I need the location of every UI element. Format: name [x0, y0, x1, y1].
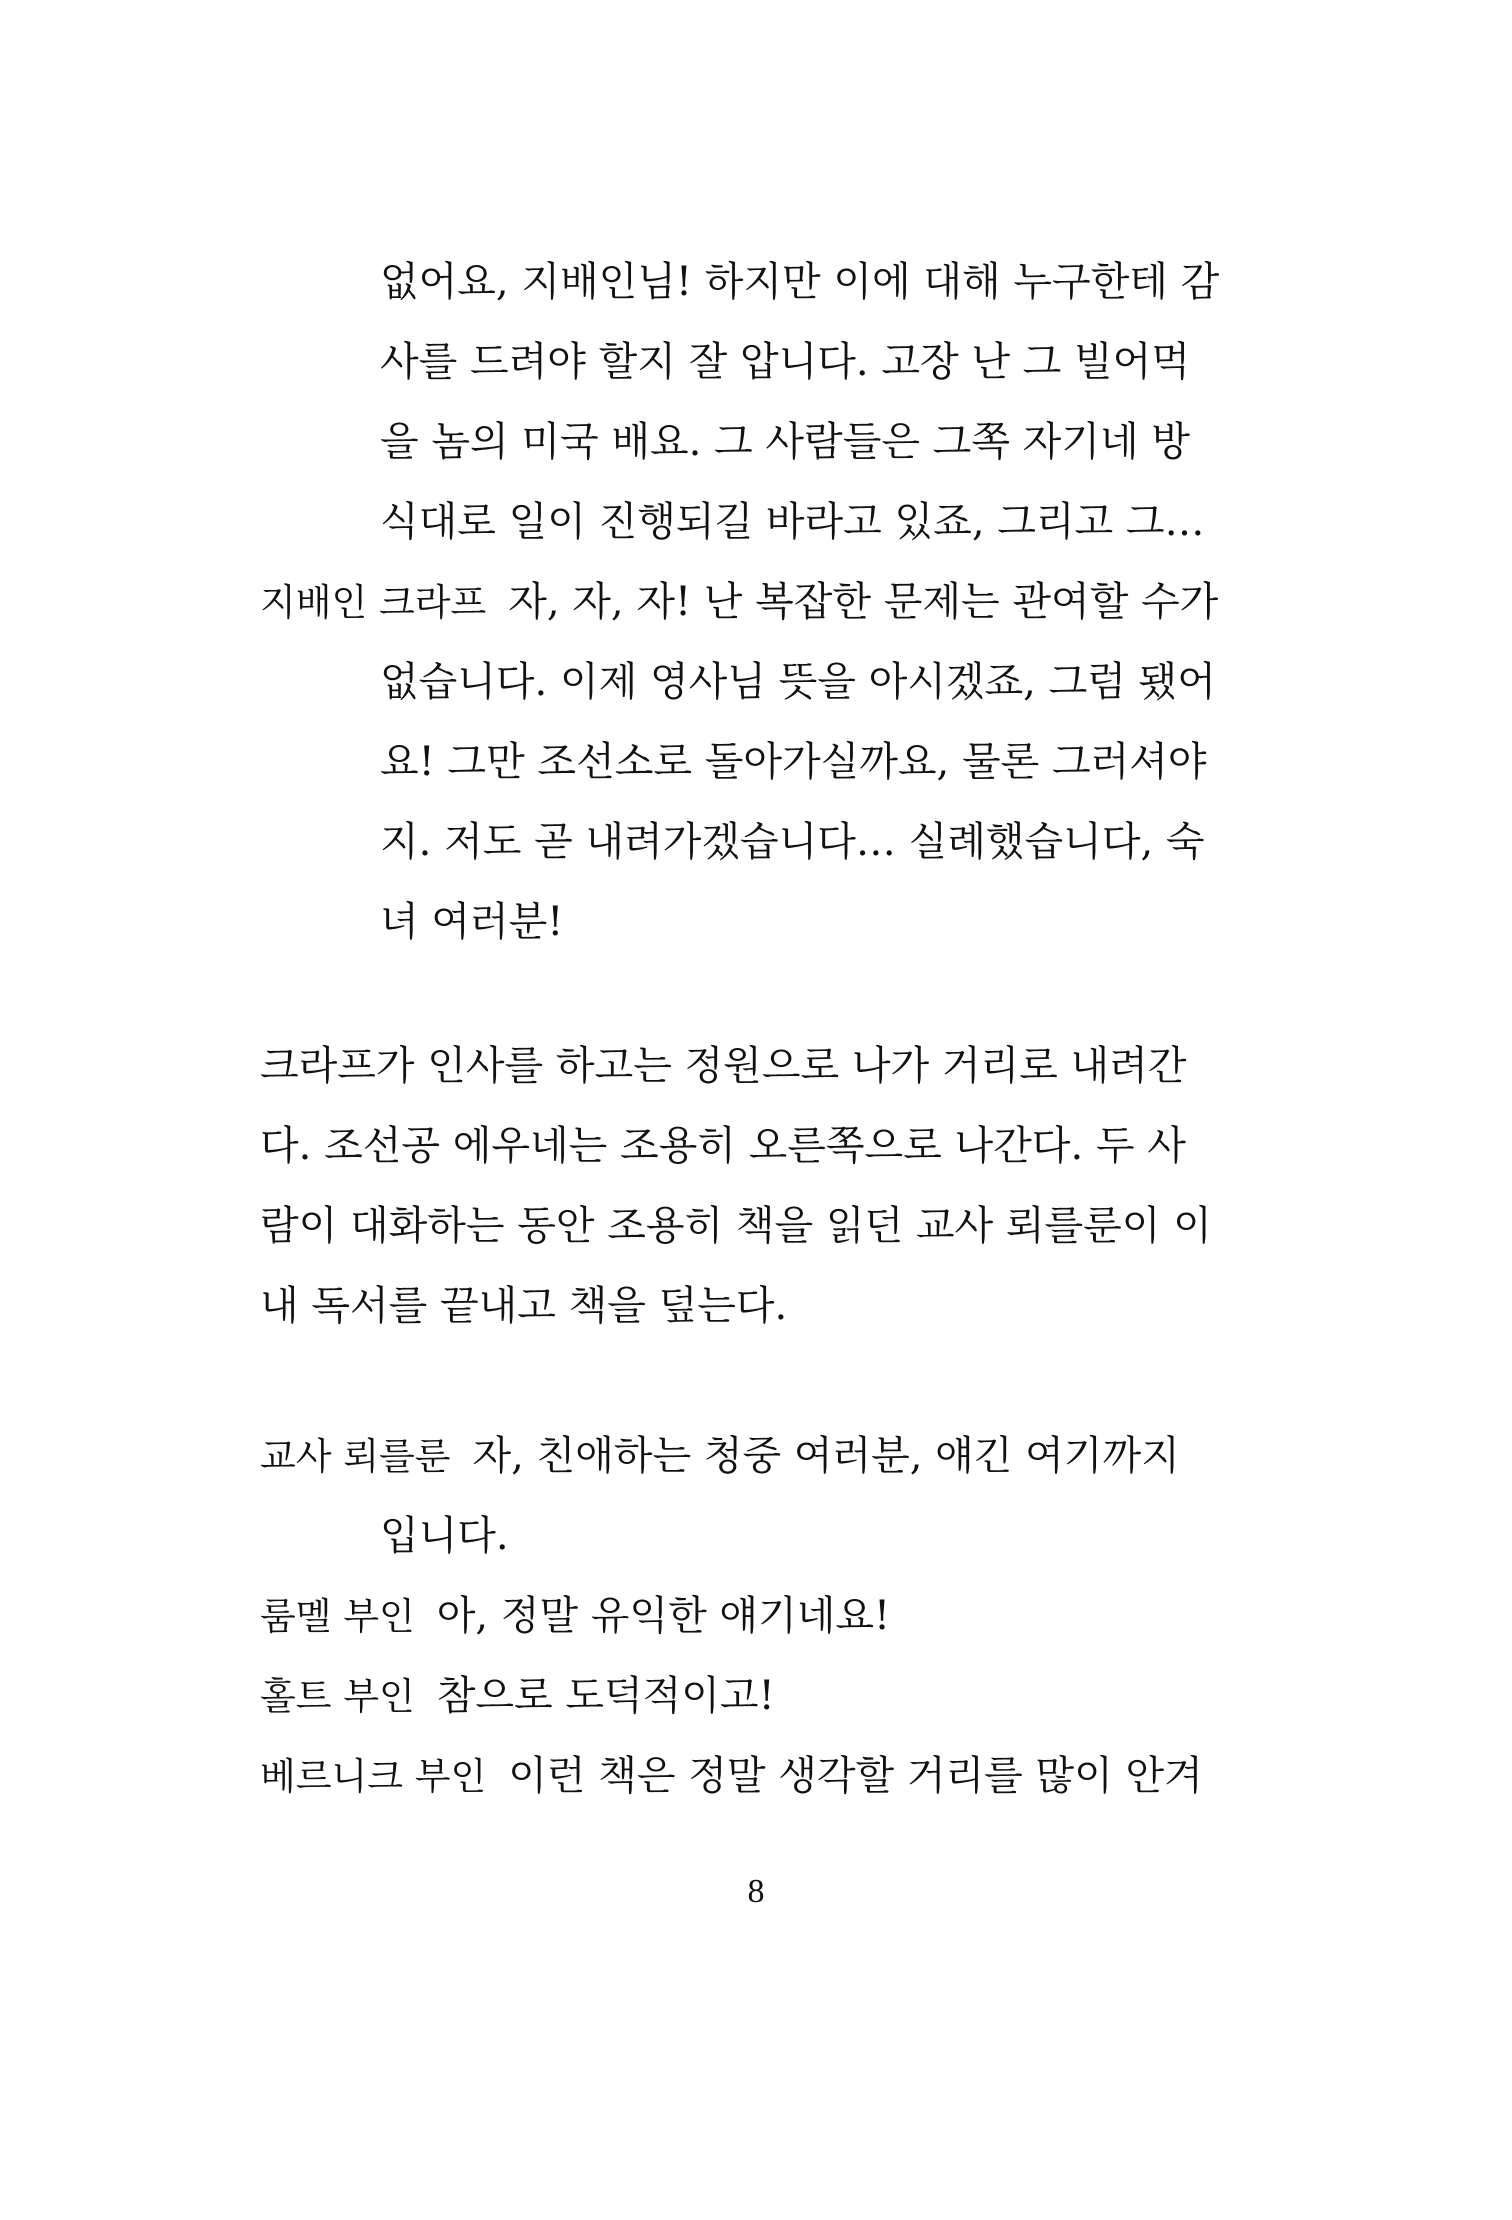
- dialogue-line: 식대로 일이 진행되길 바라고 있죠, 그리고 그…: [380, 499, 1205, 545]
- speaker-name: 베르니크 부인: [260, 1755, 487, 1798]
- page-number: 8: [747, 1873, 765, 1910]
- dialogue-line-speaker: [260, 1432, 1180, 1481]
- dialogue-line: 요! 그만 조선소로 돌아가실까요, 물론 그러셔야: [380, 739, 1207, 785]
- speaker-name: 룸멜 부인: [260, 1595, 415, 1638]
- speaker-name: 지배인 크라프: [260, 581, 487, 624]
- dialogue-line: 입니다.: [380, 1513, 509, 1559]
- dialogue-text: 참으로 도덕적이고!: [436, 1673, 775, 1719]
- dialogue-text: 자, 자, 자! 난 복잡한 문제는 관여할 수가: [508, 579, 1219, 625]
- dialogue-text: 이런 책은 정말 생각할 거리를 많이 안겨: [508, 1753, 1203, 1799]
- dialogue-text: 자, 친애하는 청중 여러분, 얘긴 여기까지: [472, 1433, 1180, 1479]
- dialogue-line: 지. 저도 곧 내려가겠습니다… 실례했습니다, 숙: [380, 819, 1205, 865]
- dialogue-line-speaker: [260, 1752, 1203, 1801]
- dialogue-line: 없습니다. 이제 영사님 뜻을 아시겠죠, 그럼 됐어: [380, 659, 1216, 705]
- dialogue-line: 녀 여러분!: [380, 899, 564, 945]
- dialogue-line-speaker: [260, 1592, 1172, 1641]
- speaker-name: 교사 뢰를룬: [260, 1435, 451, 1478]
- dialogue-text: 아, 정말 유익한 얘기네요!: [436, 1593, 891, 1639]
- stage-direction-line: 다. 조선공 에우네는 조용히 오른쪽으로 나간다. 두 사: [260, 1123, 1186, 1169]
- stage-direction-line: 크라프가 인사를 하고는 정원으로 나가 거리로 내려간: [260, 1043, 1187, 1089]
- dialogue-line-speaker: [260, 1672, 1172, 1721]
- dialogue-line: 을 놈의 미국 배요. 그 사람들은 그쪽 자기네 방: [380, 419, 1190, 465]
- stage-direction-line: 내 독서를 끝내고 책을 덮는다.: [260, 1283, 788, 1329]
- dialogue-line: 없어요, 지배인님! 하지만 이에 대해 누구한테 감: [380, 259, 1220, 305]
- speaker-name: 홀트 부인: [260, 1675, 415, 1718]
- dialogue-line: 사를 드려야 할지 잘 압니다. 고장 난 그 빌어먹: [380, 339, 1190, 385]
- stage-direction-line: 람이 대화하는 동안 조용히 책을 읽던 교사 뢰를룬이 이: [260, 1203, 1212, 1249]
- dialogue-line-speaker: [260, 578, 1219, 627]
